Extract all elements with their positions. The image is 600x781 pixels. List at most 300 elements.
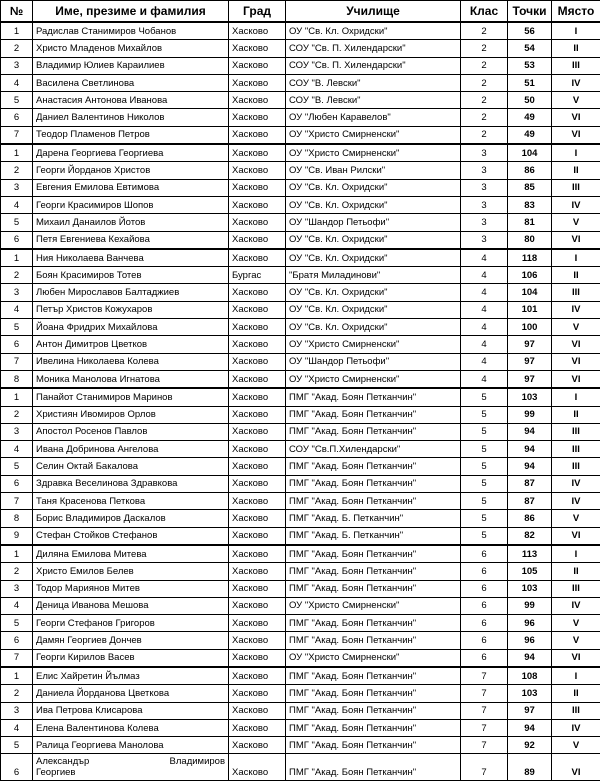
- header-points: Точки: [508, 1, 552, 23]
- student-points: 94: [508, 649, 552, 667]
- student-school: ОУ "Христо Смирненски": [286, 126, 461, 144]
- student-city: Хасково: [229, 284, 286, 301]
- table-row: [1, 57, 600, 74]
- student-name: Георги Йорданов Христов: [33, 162, 229, 179]
- table-row: [1, 545, 600, 563]
- student-school: ОУ "Св. Кл. Охридски": [286, 231, 461, 249]
- row-number: 3: [1, 57, 33, 74]
- table-row: [1, 336, 600, 353]
- table-row: [1, 109, 600, 126]
- student-school: ПМГ "Акад. Боян Петканчин": [286, 563, 461, 580]
- student-grade: 4: [461, 336, 508, 353]
- student-place: III: [552, 423, 600, 440]
- student-first-name: Александър: [36, 756, 89, 767]
- table-row: [1, 22, 600, 40]
- student-school: СОУ "В. Левски": [286, 92, 461, 109]
- student-grade: 2: [461, 57, 508, 74]
- student-name: Ралица Георгиева Манолова: [33, 737, 229, 754]
- student-city: Хасково: [229, 458, 286, 475]
- student-school: ОУ "Христо Смирненски": [286, 597, 461, 614]
- student-grade: 5: [461, 475, 508, 492]
- table-row: [1, 685, 600, 702]
- student-points: 50: [508, 92, 552, 109]
- student-points: 94: [508, 441, 552, 458]
- student-place: II: [552, 40, 600, 57]
- student-school: ПМГ "Акад. Б. Петканчин": [286, 510, 461, 527]
- student-points: 87: [508, 493, 552, 510]
- row-number: 1: [1, 249, 33, 267]
- student-grade: 2: [461, 40, 508, 57]
- student-city: Хасково: [229, 580, 286, 597]
- student-grade: 2: [461, 74, 508, 91]
- student-name: Георги Кирилов Васев: [33, 649, 229, 667]
- student-place: III: [552, 284, 600, 301]
- row-number: 6: [1, 336, 33, 353]
- student-school: СОУ "Св. П. Хилендарски": [286, 40, 461, 57]
- student-points: 56: [508, 22, 552, 40]
- student-school: ОУ "Шандор Петьофи": [286, 214, 461, 231]
- student-place: V: [552, 214, 600, 231]
- student-place: V: [552, 615, 600, 632]
- student-name: Панайот Станимиров Маринов: [33, 388, 229, 406]
- student-school: ПМГ "Акад. Боян Петканчин": [286, 632, 461, 649]
- row-number: 3: [1, 179, 33, 196]
- row-number: 7: [1, 493, 33, 510]
- header-place: Място: [552, 1, 600, 23]
- student-city: Хасково: [229, 162, 286, 179]
- student-city: Хасково: [229, 231, 286, 249]
- student-points: 94: [508, 458, 552, 475]
- student-grade: 4: [461, 370, 508, 388]
- student-name: Селин Октай Бакалова: [33, 458, 229, 475]
- row-number: 1: [1, 388, 33, 406]
- student-city: Хасково: [229, 615, 286, 632]
- student-grade: 7: [461, 685, 508, 702]
- table-row: [1, 406, 600, 423]
- table-row: [1, 702, 600, 719]
- student-school: ОУ "Христо Смирненски": [286, 144, 461, 162]
- student-points: 49: [508, 126, 552, 144]
- results-body: [1, 22, 600, 781]
- student-place: III: [552, 179, 600, 196]
- student-school: СОУ "В. Левски": [286, 74, 461, 91]
- student-place: V: [552, 737, 600, 754]
- table-row: [1, 632, 600, 649]
- table-row: [1, 737, 600, 754]
- student-place: III: [552, 580, 600, 597]
- student-points: 87: [508, 475, 552, 492]
- row-number: 6: [1, 632, 33, 649]
- row-number: 7: [1, 649, 33, 667]
- header-row: [1, 1, 600, 23]
- student-grade: 4: [461, 267, 508, 284]
- student-grade: 4: [461, 353, 508, 370]
- student-name: Ивелина Николаева Колева: [33, 353, 229, 370]
- student-name: Михаил Данаилов Йотов: [33, 214, 229, 231]
- row-number: 4: [1, 441, 33, 458]
- student-school: ОУ "Св. Кл. Охридски": [286, 301, 461, 318]
- table-row: [1, 231, 600, 249]
- student-points: 103: [508, 388, 552, 406]
- table-row: [1, 388, 600, 406]
- student-place: V: [552, 92, 600, 109]
- student-name: Теодор Пламенов Петров: [33, 126, 229, 144]
- table-row: [1, 527, 600, 545]
- student-name: Даниел Валентинов Николов: [33, 109, 229, 126]
- student-name: Христо Емилов Белев: [33, 563, 229, 580]
- student-city: Хасково: [229, 527, 286, 545]
- student-city: Хасково: [229, 597, 286, 614]
- table-row: [1, 649, 600, 667]
- student-place: I: [552, 22, 600, 40]
- student-place: I: [552, 144, 600, 162]
- table-row: [1, 475, 600, 492]
- student-grade: 3: [461, 231, 508, 249]
- student-grade: 6: [461, 632, 508, 649]
- student-city: Хасково: [229, 667, 286, 685]
- student-name: Таня Красенова Петкова: [33, 493, 229, 510]
- student-school: ОУ "Св. Кл. Охридски": [286, 319, 461, 336]
- student-school: ПМГ "Акад. Боян Петканчин": [286, 615, 461, 632]
- student-name: Евгения Емилова Евтимова: [33, 179, 229, 196]
- row-number: 7: [1, 353, 33, 370]
- student-place: VI: [552, 336, 600, 353]
- row-number: 2: [1, 40, 33, 57]
- student-last-name: Георгиев: [36, 767, 225, 778]
- student-school: ПМГ "Акад. Боян Петканчин": [286, 719, 461, 736]
- header-school: Училище: [286, 1, 461, 23]
- row-number: 3: [1, 284, 33, 301]
- student-school: ОУ "Шандор Петьофи": [286, 353, 461, 370]
- table-row: [1, 370, 600, 388]
- student-school: ПМГ "Акад. Боян Петканчин": [286, 475, 461, 492]
- student-middle-name: Владимиров: [170, 756, 225, 767]
- student-name: Стефан Стойков Стефанов: [33, 527, 229, 545]
- student-place: II: [552, 685, 600, 702]
- student-grade: 4: [461, 319, 508, 336]
- student-name: Даниела Йорданова Цветкова: [33, 685, 229, 702]
- header-name: Име, презиме и фамилия: [33, 1, 229, 23]
- student-name: Борис Владимиров Даскалов: [33, 510, 229, 527]
- student-city: Хасково: [229, 685, 286, 702]
- student-school: СОУ "Св. П. Хилендарски": [286, 57, 461, 74]
- student-place: II: [552, 162, 600, 179]
- student-school: ПМГ "Акад. Боян Петканчин": [286, 580, 461, 597]
- table-row: [1, 249, 600, 267]
- row-number: 4: [1, 196, 33, 213]
- student-school: ОУ "Св. Иван Рилски": [286, 162, 461, 179]
- student-points: 53: [508, 57, 552, 74]
- student-name: Любен Мирославов Балтаджиев: [33, 284, 229, 301]
- student-name: Християн Ивомиров Орлов: [33, 406, 229, 423]
- student-points: 99: [508, 597, 552, 614]
- table-row: [1, 214, 600, 231]
- student-grade: 3: [461, 144, 508, 162]
- student-city: Хасково: [229, 545, 286, 563]
- student-city: Хасково: [229, 649, 286, 667]
- student-place: IV: [552, 475, 600, 492]
- student-name: Йоана Фридрих Михайлова: [33, 319, 229, 336]
- student-grade: 4: [461, 301, 508, 318]
- student-points: 94: [508, 423, 552, 440]
- student-name: Диляна Емилова Митева: [33, 545, 229, 563]
- table-row: [1, 40, 600, 57]
- student-school: ПМГ "Акад. Боян Петканчин": [286, 545, 461, 563]
- student-place: VI: [552, 109, 600, 126]
- student-grade: 6: [461, 615, 508, 632]
- student-city: Хасково: [229, 423, 286, 440]
- student-points: 86: [508, 510, 552, 527]
- student-name: Ива Петрова Клисарова: [33, 702, 229, 719]
- student-place: VI: [552, 353, 600, 370]
- student-city: Хасково: [229, 57, 286, 74]
- student-school: ПМГ "Акад. Боян Петканчин": [286, 685, 461, 702]
- student-city: Хасково: [229, 126, 286, 144]
- row-number: 5: [1, 92, 33, 109]
- student-school: ОУ "Любен Каравелов": [286, 109, 461, 126]
- student-points: 118: [508, 249, 552, 267]
- header-num: №: [1, 1, 33, 23]
- row-number: 6: [1, 109, 33, 126]
- student-school: ПМГ "Акад. Боян Петканчин": [286, 493, 461, 510]
- student-school: ОУ "Св. Кл. Охридски": [286, 249, 461, 267]
- student-points: 113: [508, 545, 552, 563]
- student-name: Радислав Станимиров Чобанов: [33, 22, 229, 40]
- student-grade: 5: [461, 493, 508, 510]
- student-place: VI: [552, 231, 600, 249]
- student-points: 103: [508, 580, 552, 597]
- row-number: 5: [1, 319, 33, 336]
- student-place: V: [552, 319, 600, 336]
- student-grade: 5: [461, 423, 508, 440]
- row-number: 7: [1, 126, 33, 144]
- student-grade: 5: [461, 458, 508, 475]
- student-name: Апостол Росенов Павлов: [33, 423, 229, 440]
- student-place: III: [552, 441, 600, 458]
- student-school: ПМГ "Акад. Боян Петканчин": [286, 388, 461, 406]
- table-row: [1, 74, 600, 91]
- student-city: Хасково: [229, 249, 286, 267]
- student-grade: 2: [461, 109, 508, 126]
- header-city: Град: [229, 1, 286, 23]
- student-points: 108: [508, 667, 552, 685]
- row-number: 1: [1, 22, 33, 40]
- student-city: Хасково: [229, 406, 286, 423]
- student-grade: 2: [461, 92, 508, 109]
- table-row: [1, 423, 600, 440]
- student-school: ПМГ "Акад. Боян Петканчин": [286, 702, 461, 719]
- student-grade: 7: [461, 719, 508, 736]
- student-points: 103: [508, 685, 552, 702]
- table-row: [1, 319, 600, 336]
- student-school: ПМГ "Акад. Боян Петканчин": [286, 458, 461, 475]
- table-row: [1, 267, 600, 284]
- row-number: 1: [1, 667, 33, 685]
- row-number: 3: [1, 423, 33, 440]
- row-number: 4: [1, 301, 33, 318]
- student-name: Дарена Георгиева Георгиева: [33, 144, 229, 162]
- table-row: [1, 92, 600, 109]
- student-grade: 7: [461, 754, 508, 781]
- student-city: Хасково: [229, 353, 286, 370]
- student-place: II: [552, 406, 600, 423]
- table-row: [1, 126, 600, 144]
- table-row: [1, 667, 600, 685]
- student-points: 54: [508, 40, 552, 57]
- student-points: 89: [508, 754, 552, 781]
- student-school: ОУ "Св. Кл. Охридски": [286, 22, 461, 40]
- student-school: ОУ "Св. Кл. Охридски": [286, 179, 461, 196]
- student-points: 85: [508, 179, 552, 196]
- student-name: Владимир Юлиев Караилиев: [33, 57, 229, 74]
- student-city: Хасково: [229, 144, 286, 162]
- student-city: Хасково: [229, 441, 286, 458]
- student-name: Георги Стефанов Григоров: [33, 615, 229, 632]
- student-school: ПМГ "Акад. Боян Петканчин": [286, 754, 461, 781]
- student-city: Хасково: [229, 74, 286, 91]
- student-city: Хасково: [229, 632, 286, 649]
- student-grade: 6: [461, 580, 508, 597]
- student-place: IV: [552, 493, 600, 510]
- student-city: Хасково: [229, 370, 286, 388]
- table-row: [1, 563, 600, 580]
- student-city: Хасково: [229, 510, 286, 527]
- student-city: Хасково: [229, 737, 286, 754]
- student-place: V: [552, 632, 600, 649]
- student-city: Хасково: [229, 563, 286, 580]
- row-number: 6: [1, 475, 33, 492]
- student-grade: 6: [461, 563, 508, 580]
- row-number: 8: [1, 510, 33, 527]
- student-points: 81: [508, 214, 552, 231]
- student-grade: 5: [461, 527, 508, 545]
- student-city: Хасково: [229, 336, 286, 353]
- student-grade: 4: [461, 249, 508, 267]
- student-name: Здравка Веселинова Здравкова: [33, 475, 229, 492]
- student-city: Хасково: [229, 214, 286, 231]
- table-row: [1, 458, 600, 475]
- student-grade: 4: [461, 284, 508, 301]
- student-city: Хасково: [229, 702, 286, 719]
- row-number: 4: [1, 719, 33, 736]
- student-points: 83: [508, 196, 552, 213]
- student-place: I: [552, 388, 600, 406]
- student-place: VI: [552, 527, 600, 545]
- student-grade: 3: [461, 162, 508, 179]
- student-points: 106: [508, 267, 552, 284]
- student-name: Деница Иванова Мешова: [33, 597, 229, 614]
- student-grade: 2: [461, 22, 508, 40]
- student-name: Георги Красимиров Шопов: [33, 196, 229, 213]
- student-place: IV: [552, 74, 600, 91]
- student-name: Петя Евгениева Кехайова: [33, 231, 229, 249]
- student-place: IV: [552, 719, 600, 736]
- student-city: Хасково: [229, 179, 286, 196]
- table-row: [1, 580, 600, 597]
- row-number: 4: [1, 74, 33, 91]
- student-school: ПМГ "Акад. Б. Петканчин": [286, 527, 461, 545]
- student-city: Хасково: [229, 109, 286, 126]
- student-place: VI: [552, 649, 600, 667]
- student-place: V: [552, 510, 600, 527]
- student-grade: 5: [461, 406, 508, 423]
- student-grade: 7: [461, 737, 508, 754]
- table-row: [1, 754, 600, 781]
- student-place: VI: [552, 370, 600, 388]
- student-points: 94: [508, 719, 552, 736]
- row-number: 1: [1, 545, 33, 563]
- row-number: 6: [1, 754, 33, 781]
- row-number: 6: [1, 231, 33, 249]
- row-number: 5: [1, 737, 33, 754]
- table-row: [1, 441, 600, 458]
- student-place: I: [552, 249, 600, 267]
- student-name: Елис Хайретин Йълмаз: [33, 667, 229, 685]
- student-city: Хасково: [229, 196, 286, 213]
- student-school: ПМГ "Акад. Боян Петканчин": [286, 667, 461, 685]
- student-points: 97: [508, 353, 552, 370]
- student-school: ОУ "Христо Смирненски": [286, 649, 461, 667]
- student-points: 80: [508, 231, 552, 249]
- student-school: ПМГ "Акад. Боян Петканчин": [286, 423, 461, 440]
- student-city: Хасково: [229, 754, 286, 781]
- student-place: III: [552, 702, 600, 719]
- student-points: 86: [508, 162, 552, 179]
- row-number: 5: [1, 615, 33, 632]
- student-city: Хасково: [229, 388, 286, 406]
- header-grade: Клас: [461, 1, 508, 23]
- student-points: 100: [508, 319, 552, 336]
- student-points: 49: [508, 109, 552, 126]
- student-points: 96: [508, 632, 552, 649]
- student-name: Христо Младенов Михайлов: [33, 40, 229, 57]
- student-name: Ивана Добринова Ангелова: [33, 441, 229, 458]
- table-row: [1, 597, 600, 614]
- student-name: Антон Димитров Цветков: [33, 336, 229, 353]
- student-points: 101: [508, 301, 552, 318]
- student-name: Тодор Мариянов Митев: [33, 580, 229, 597]
- student-grade: 3: [461, 196, 508, 213]
- table-row: [1, 144, 600, 162]
- student-points: 105: [508, 563, 552, 580]
- row-number: 5: [1, 458, 33, 475]
- row-number: 2: [1, 267, 33, 284]
- student-name-line1: [36, 756, 225, 767]
- student-points: 92: [508, 737, 552, 754]
- row-number: 4: [1, 597, 33, 614]
- student-name: Ния Николаева Ванчева: [33, 249, 229, 267]
- student-school: ОУ "Св. Кл. Охридски": [286, 196, 461, 213]
- student-school: ПМГ "Акад. Боян Петканчин": [286, 406, 461, 423]
- table-row: [1, 510, 600, 527]
- student-school: ПМГ "Акад. Боян Петканчин": [286, 737, 461, 754]
- student-name: Боян Красимиров Тотев: [33, 267, 229, 284]
- student-grade: 5: [461, 441, 508, 458]
- student-place: I: [552, 545, 600, 563]
- student-name: Анастасия Антонова Иванова: [33, 92, 229, 109]
- student-city: Хасково: [229, 319, 286, 336]
- student-city: Хасково: [229, 40, 286, 57]
- student-place: II: [552, 267, 600, 284]
- student-points: 96: [508, 615, 552, 632]
- student-name: Елена Валентинова Колева: [33, 719, 229, 736]
- student-grade: 6: [461, 597, 508, 614]
- row-number: 8: [1, 370, 33, 388]
- student-name: Василена Светлинова: [33, 74, 229, 91]
- student-place: I: [552, 667, 600, 685]
- student-place: IV: [552, 597, 600, 614]
- table-row: [1, 196, 600, 213]
